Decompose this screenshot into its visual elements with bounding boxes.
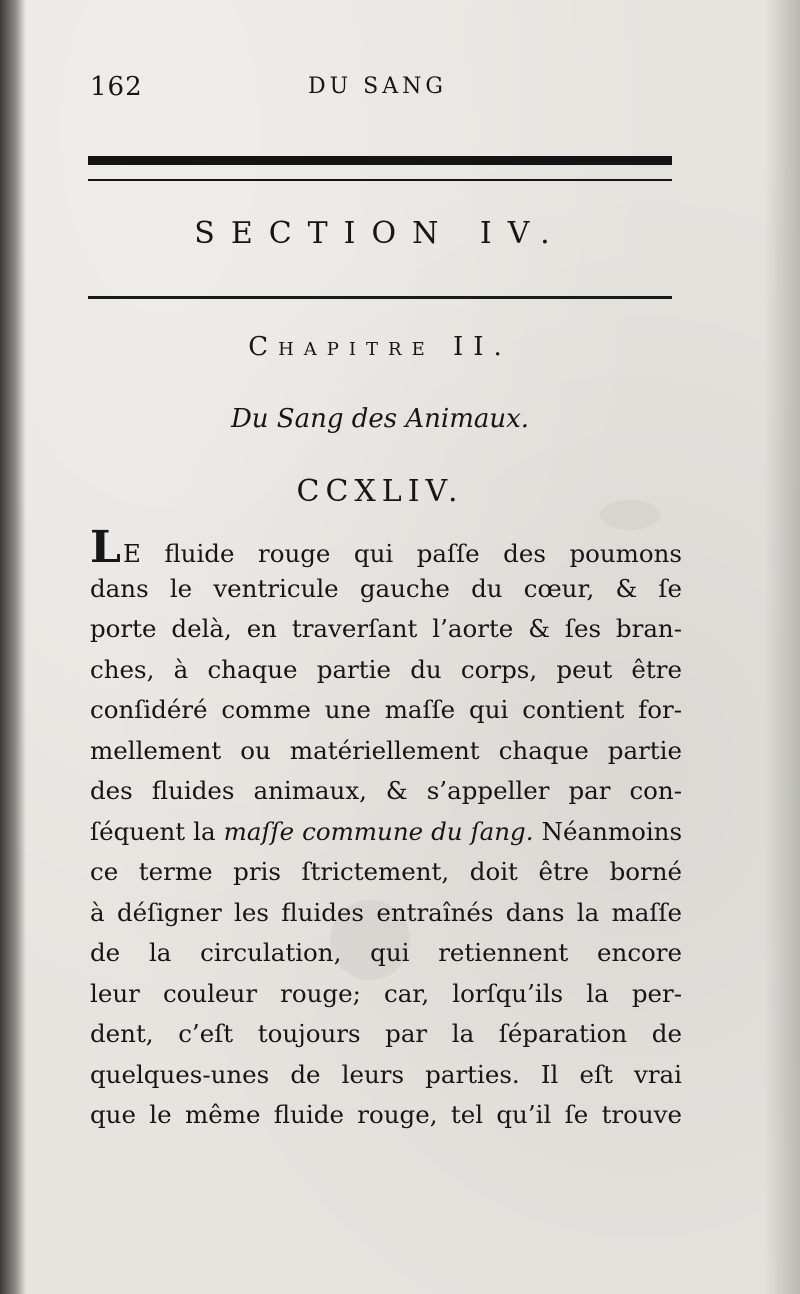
text-line: à déſigner les fluides entraînés dans la maſſe — [90, 897, 682, 927]
chapter-title: Chapitre II. — [248, 332, 512, 362]
body-text — [90, 528, 682, 1136]
text-line: leur couleur rouge; car, lorſqu’ils la per- — [90, 978, 682, 1008]
text-line: de la circulation, qui retiennent encore — [90, 938, 682, 967]
text-line: dans le ventricule gauche du cœur, & ſe — [90, 573, 682, 603]
header-rule-thin — [88, 179, 672, 181]
text-line: ches, à chaque partie du corps, peut être — [90, 654, 682, 684]
section-rule — [88, 296, 672, 299]
running-head: DU SANG — [308, 74, 447, 99]
article-number: CCXLIV. — [296, 474, 464, 509]
text-line: LE fluide rouge qui paſſe des poumons — [90, 528, 682, 569]
page-edge-light — [764, 0, 800, 1294]
text-line: dent, c’eſt toujours par la ſéparation de — [90, 1019, 682, 1048]
text-line: conſidéré comme une maſſe qui contient for- — [90, 695, 682, 724]
drop-cap: L — [90, 528, 121, 569]
header-rule-thick — [88, 156, 672, 165]
text-line: ce terme pris ſtrictement, doit être borné — [90, 857, 682, 886]
text-line: ſéquent la maſſe commune du ſang. Néanmoins — [90, 816, 682, 846]
section-title: SECTION IV. — [194, 216, 566, 251]
running-header — [90, 72, 680, 112]
italic-phrase: maſſe commune du ſang. — [223, 816, 534, 846]
page-edge-shadow — [0, 0, 26, 1294]
text-line: des fluides animaux, & s’appeller par con- — [90, 776, 682, 805]
chapter-subtitle: Du Sang des Animaux. — [230, 404, 530, 434]
page-number: 162 — [90, 72, 143, 102]
text-line: quelques-unes de leurs parties. Il eſt vrai — [90, 1059, 682, 1089]
text-line: porte delà, en traverſant l’aorte & ſes bran- — [90, 614, 682, 643]
text-line: mellement ou matériellement chaque partie — [90, 735, 682, 765]
text-line: que le même fluide rouge, tel qu’il ſe trouve — [90, 1100, 682, 1129]
